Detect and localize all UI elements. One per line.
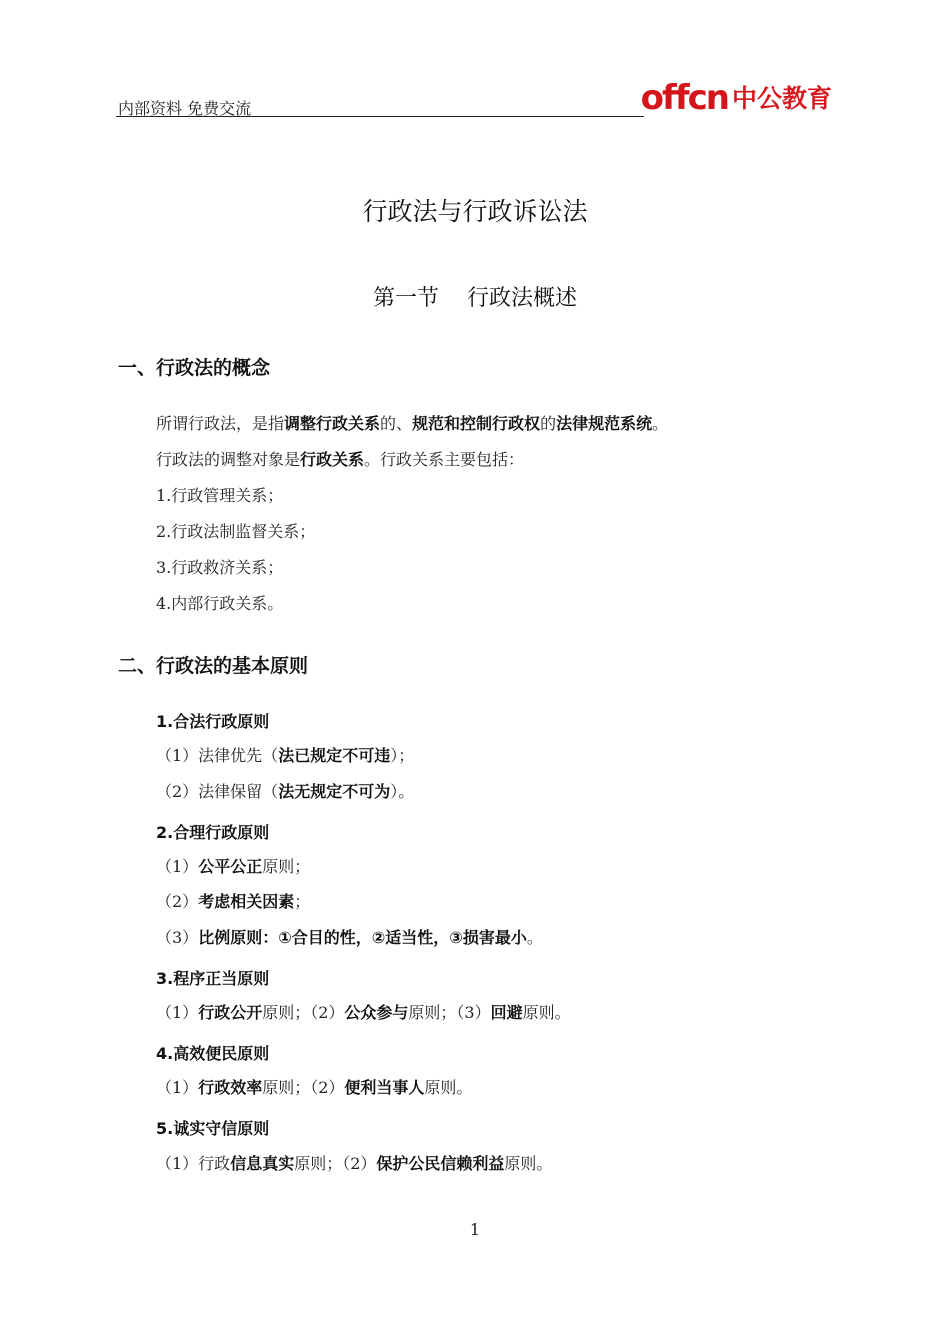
principle-title: 2.合理行政原则: [156, 823, 270, 842]
principle-line: （1）行政效率原则；（2）便利当事人原则。: [156, 1078, 473, 1097]
section-number: 第一节: [372, 286, 439, 311]
header-rule: [116, 116, 644, 117]
principle-line: （1）法律优先（法已规定不可违）；: [156, 746, 415, 765]
list-item: 2.行政法制监督关系；: [156, 522, 316, 541]
header-note: 内部资料 免费交流: [118, 99, 252, 118]
logo-chinese: 中公教育: [731, 84, 832, 113]
list-item: 4.内部行政关系。: [156, 594, 284, 613]
logo-brand: offcn: [640, 78, 728, 118]
page-number: 1: [469, 1220, 481, 1239]
principle-line: （2）考虑相关因素；: [156, 892, 311, 911]
principle-line: （1）行政公开原则；（2）公众参与原则；（3）回避原则。: [156, 1003, 571, 1022]
principle-line: （1）公平公正原则；: [156, 857, 311, 876]
section-name: 行政法概述: [467, 286, 578, 311]
page-header: [116, 74, 832, 118]
offcn-logo: [641, 78, 832, 118]
list-item: 3.行政救济关系；: [156, 558, 284, 577]
principle-title: 5.诚实守信原则: [156, 1119, 270, 1138]
object-paragraph: 行政法的调整对象是行政关系。行政关系主要包括：: [156, 450, 525, 469]
list-item: 1.行政管理关系；: [156, 486, 284, 505]
heading-principles: 二、行政法的基本原则: [118, 655, 309, 677]
heading-concept: 一、行政法的概念: [118, 357, 271, 379]
principle-line: （2）法律保留（法无规定不可为）。: [156, 782, 415, 801]
document-title: 行政法与行政诉讼法: [362, 197, 588, 226]
principle-title: 4.高效便民原则: [156, 1044, 270, 1063]
principle-title: 3.程序正当原则: [156, 969, 270, 988]
definition-paragraph: 所谓行政法，是指调整行政关系的、规范和控制行政权的法律规范系统。: [156, 414, 669, 433]
principle-title: 1.合法行政原则: [156, 712, 270, 731]
principle-line: （1）行政信息真实原则；（2）保护公民信赖利益原则。: [156, 1154, 553, 1173]
principle-line: （3）比例原则：①合目的性，②适当性，③损害最小。: [156, 928, 543, 947]
section-title: [0, 281, 950, 312]
